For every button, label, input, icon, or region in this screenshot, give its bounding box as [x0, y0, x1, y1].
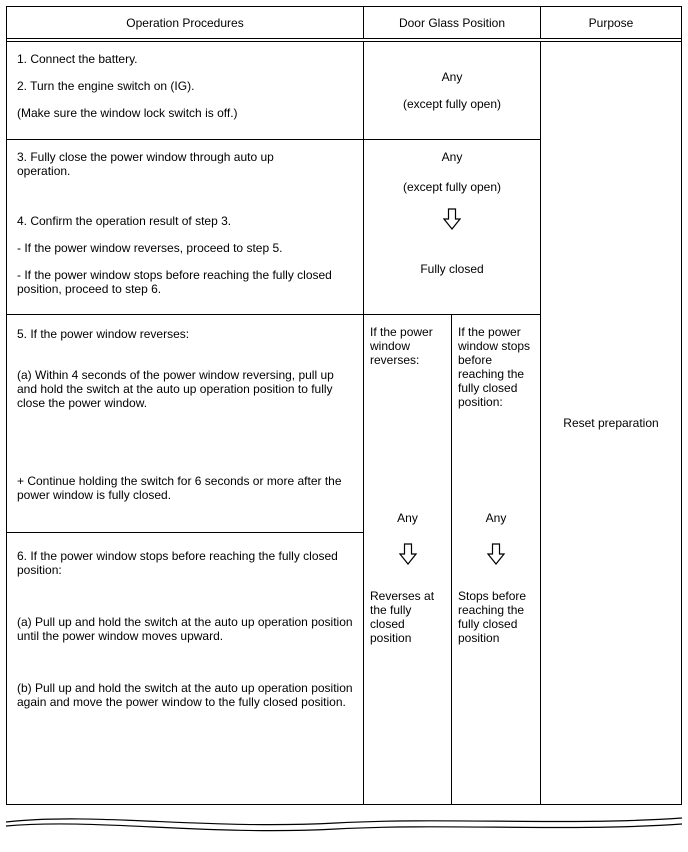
cell-purpose	[541, 42, 681, 804]
cell-steps-1-2	[7, 42, 364, 140]
glass-position-text: Fully closed	[420, 262, 484, 276]
glass-position-text: Any	[441, 150, 463, 164]
procedure-text: (a) Pull up and hold the switch at the auto up operation position until the power window moves upward.	[17, 615, 353, 643]
cell-step-5	[7, 315, 364, 533]
procedure-text: 6. If the power window stops before reaching the fully closed position:	[17, 549, 338, 577]
procedure-text: (Make sure the window lock switch is off.)	[17, 106, 238, 120]
cell-step-6	[7, 533, 364, 804]
glass-position-text: (except fully open)	[402, 180, 502, 194]
reset-procedure-table	[6, 6, 682, 805]
header-purpose: Purpose	[588, 15, 634, 30]
cell-steps-3-4	[7, 140, 364, 315]
glass-condition-text: If the power window stops before reaching the fully closed position:	[458, 325, 531, 409]
glass-position-text: Any	[441, 70, 463, 84]
glass-position-text: Any	[397, 511, 418, 525]
cell-glass-if-reverses	[364, 315, 452, 804]
glass-result-text: Reverses at the fully closed position	[370, 589, 435, 645]
cell-glass-row1	[364, 42, 541, 140]
procedure-text: 2. Turn the engine switch on (IG).	[17, 79, 195, 93]
procedure-text: - If the power window reverses, proceed to step 5.	[17, 241, 283, 255]
procedure-text: + Continue holding the switch for 6 seconds or more after the power window is fully closed.	[17, 474, 342, 502]
procedure-text: 3. Fully close the power window through auto up operation.	[17, 150, 274, 178]
glass-position-text: Any	[485, 511, 507, 525]
procedure-text: - If the power window stops before reaching the fully closed position, proceed to step 6.	[17, 268, 332, 296]
cell-glass-row2	[364, 140, 541, 315]
glass-position-text: (except fully open)	[402, 97, 502, 111]
down-arrow-icon	[364, 208, 540, 233]
procedure-text: 4. Confirm the operation result of step 3.	[17, 214, 232, 228]
purpose-text: Reset preparation	[563, 416, 659, 430]
procedure-text: 5. If the power window reverses:	[17, 327, 190, 341]
down-arrow-icon	[452, 543, 540, 568]
table-header-row	[7, 7, 681, 42]
procedure-text: (a) Within 4 seconds of the power window reversing, pull up and hold the switch at the auto up operation position to fully close the power window.	[17, 368, 334, 410]
header-door-glass-position: Door Glass Position	[364, 7, 541, 38]
page-break-wave	[6, 810, 682, 840]
glass-condition-text: If the power window reverses:	[370, 325, 433, 367]
header-operation-procedures: Operation Procedures	[7, 7, 364, 38]
glass-result-text: Stops before reaching the fully closed position	[458, 589, 527, 645]
down-arrow-icon	[364, 543, 451, 568]
cell-glass-if-stops	[452, 315, 541, 804]
procedure-text: 1. Connect the battery.	[17, 52, 138, 66]
procedure-text: (b) Pull up and hold the switch at the auto up operation position again and move the power window to the fully closed position.	[17, 681, 353, 709]
